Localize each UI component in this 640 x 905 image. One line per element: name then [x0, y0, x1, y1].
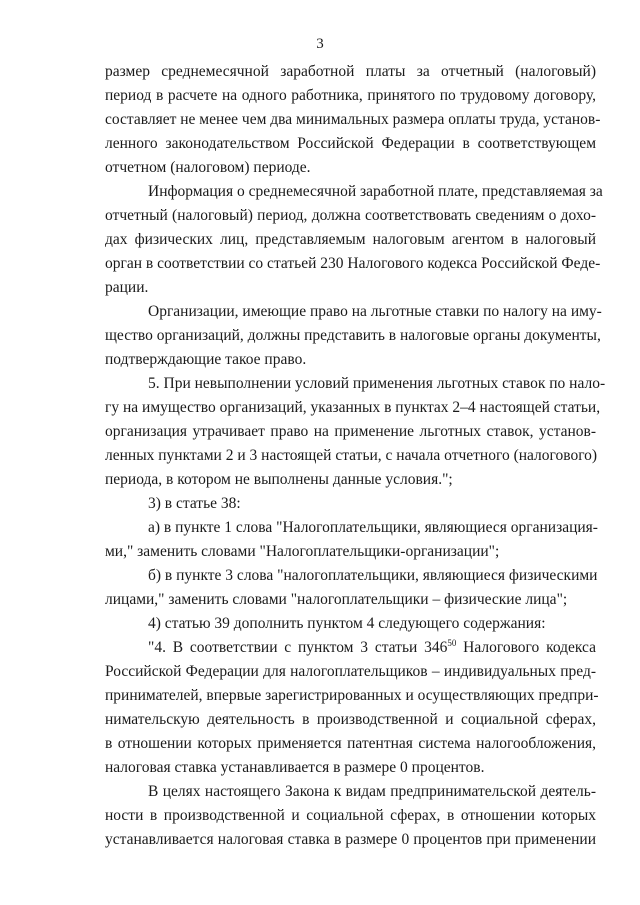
text-line: рации.	[105, 279, 149, 296]
text-line: отчетном (налоговом) периоде.	[105, 159, 311, 176]
text-line: ности в производственной и социальной сферах, в отношении которых	[105, 807, 596, 824]
text-line: составляет не менее чем два минимальных размера оплаты труда, установ-	[105, 111, 601, 128]
paragraph-first-line: 4) статью 39 дополнить пунктом 4 следующего содержания:	[148, 615, 546, 632]
text-line: отчетный (налоговый) период, должна соответствовать сведениям о дохо-	[105, 207, 596, 224]
superscript: 50	[447, 638, 457, 648]
text-line: орган в соответствии со статьей 230 Налогового кодекса Российской Феде-	[105, 255, 601, 272]
text-line: принимателей, впервые зарегистрированных и осуществляющих предпри-	[105, 687, 599, 704]
text-line: подтверждающие такое право.	[105, 351, 307, 368]
paragraph-first-line	[148, 638, 596, 658]
text-line: Российской Федерации для налогоплательщиков – индивидуальных пред-	[105, 663, 596, 680]
text-line: гу на имущество организаций, указанных в пунктах 2–4 настоящей статьи,	[105, 399, 601, 416]
text-line: щество организаций, должны представить в налоговые органы документы,	[105, 327, 601, 344]
text-line: размер среднемесячной заработной платы за отчетный (налоговый)	[105, 63, 596, 80]
text-line: периода, в котором не выполнены данные условия.";	[105, 471, 453, 488]
text-line: ми," заменить словами "Налогоплательщики-организации";	[105, 543, 500, 560]
paragraph-first-line: 3) в статье 38:	[148, 495, 241, 512]
page-number: 3	[316, 36, 324, 52]
paragraph-first-line: В целях настоящего Закона к видам предпринимательской деятель-	[148, 783, 596, 800]
text-span: Налогового кодекса	[456, 639, 596, 656]
paragraph-first-line: 5. При невыполнении условий применения льготных ставок по нало-	[148, 375, 606, 392]
text-line: нимательскую деятельность в производственной и социальной сферах,	[105, 711, 596, 728]
text-span: "4. В соответствии с пунктом 3 статьи 346	[148, 639, 448, 656]
paragraph-first-line: а) в пункте 1 слова "Налогоплательщики, являющиеся организация-	[148, 519, 598, 536]
paragraph-first-line: Информация о среднемесячной заработной плате, представляемая за	[148, 183, 603, 200]
paragraph-first-line: Организации, имеющие право на льготные ставки по налогу на иму-	[148, 303, 602, 320]
text-line: дах физических лиц, представляемым налоговым агентом в налоговый	[105, 231, 596, 248]
text-line: период в расчете на одного работника, принятого по трудовому договору,	[105, 87, 596, 104]
paragraph-first-line: б) в пункте 3 слова "налогоплательщики, являющиеся физическими	[148, 567, 598, 584]
text-line: в отношении которых применяется патентная система налогообложения,	[105, 735, 596, 752]
text-line: налоговая ставка устанавливается в размере 0 процентов.	[105, 759, 485, 776]
text-line: организация утрачивает право на применение льготных ставок, установ-	[105, 423, 596, 440]
text-line: устанавливается налоговая ставка в размере 0 процентов при применении	[105, 831, 596, 848]
text-line: ленных пунктами 2 и 3 настоящей статьи, с начала отчетного (налогового)	[105, 447, 598, 464]
text-line: ленного законодательством Российской Федерации в соответствующем	[105, 135, 596, 152]
text-line: лицами," заменить словами "налогоплательщики – физические лица";	[105, 591, 568, 608]
